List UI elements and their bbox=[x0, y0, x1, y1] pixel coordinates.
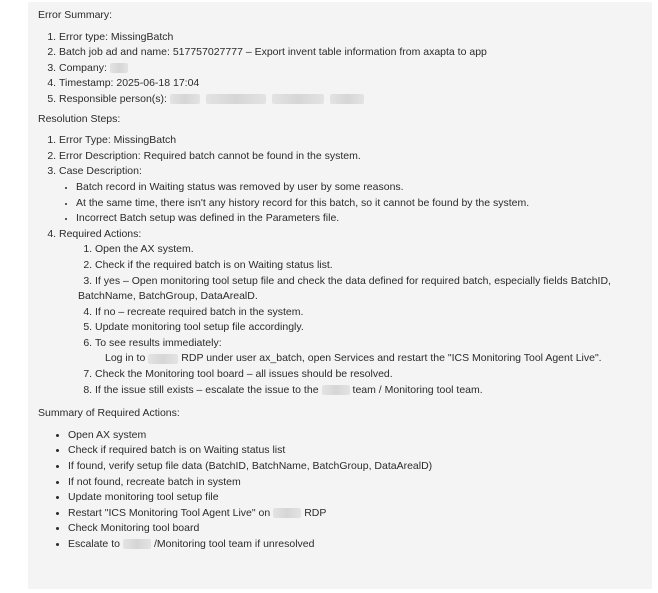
redacted-person-1 bbox=[170, 94, 200, 104]
list-item bbox=[95, 383, 652, 399]
summary-item-text: Check Monitoring tool board bbox=[68, 522, 200, 535]
step6-pre-text: Log in to bbox=[105, 352, 146, 365]
error-summary-heading: Error Summary: bbox=[38, 9, 113, 21]
list-item bbox=[59, 227, 652, 399]
step8-pre-text: If the issue still exists – escalate the issue to the bbox=[95, 383, 319, 396]
list-item bbox=[68, 475, 652, 491]
step-text: Open the AX system. bbox=[95, 243, 194, 256]
redacted-team bbox=[123, 539, 151, 549]
list-item bbox=[76, 196, 652, 212]
timestamp-text: Timestamp: 2025-06-18 17:04 bbox=[59, 77, 200, 90]
company-text: Company: bbox=[59, 61, 107, 74]
required-actions-list bbox=[59, 242, 652, 289]
resolution-heading: Resolution Steps: bbox=[38, 112, 121, 125]
step-text: Check the Monitoring tool board – all issues should be resolved. bbox=[95, 368, 393, 381]
list-item bbox=[68, 506, 652, 522]
summary-actions-list bbox=[38, 428, 652, 553]
redacted-server bbox=[273, 508, 301, 518]
redacted-server bbox=[148, 354, 178, 364]
step-text: Update monitoring tool setup file accordingly. bbox=[95, 321, 304, 334]
summary-item-text: Check if required batch is on Waiting status list bbox=[68, 444, 286, 457]
list-item bbox=[76, 211, 652, 227]
error-type-text: Error Type: MissingBatch bbox=[59, 134, 177, 147]
list-item bbox=[68, 521, 652, 537]
list-item bbox=[95, 305, 652, 321]
redacted-team bbox=[322, 385, 350, 395]
summary-item-text: /Monitoring tool team if unresolved bbox=[153, 538, 315, 550]
case-description-list bbox=[59, 180, 652, 227]
list-item bbox=[59, 133, 652, 149]
response-panel bbox=[28, 2, 652, 589]
list-item bbox=[95, 258, 652, 274]
list-item bbox=[59, 76, 652, 92]
step6-post-text: RDP under user ax_batch, open Services and restart the "ICS Monitoring Tool Agent Live". bbox=[181, 352, 602, 365]
step6-detail bbox=[95, 351, 652, 367]
list-item bbox=[59, 149, 652, 165]
redacted-person-2 bbox=[206, 94, 266, 104]
step-text: Check if the required batch is on Waiting status list. bbox=[95, 258, 333, 271]
case-bullet-text: Batch record in Waiting status was removed by user by some reasons. bbox=[76, 180, 404, 193]
step-text: If no – recreate required batch in the system. bbox=[95, 305, 304, 318]
list-item bbox=[68, 490, 652, 506]
error-summary-list bbox=[38, 30, 652, 108]
summary-item-text: If not found, recreate batch in system bbox=[68, 475, 241, 488]
case-description-label: Case Description: bbox=[59, 165, 142, 178]
required-actions-label: Required Actions: bbox=[59, 227, 142, 240]
required-actions-list-cont bbox=[59, 305, 652, 399]
list-item bbox=[95, 242, 652, 258]
summary-item-text: Escalate to bbox=[68, 538, 120, 550]
error-description-text: Error Description: Required batch cannot be found in the system. bbox=[59, 149, 361, 162]
summary-item-text: RDP bbox=[304, 506, 327, 519]
step3-continuation: BatchName, BatchGroup, DataArealD. bbox=[78, 290, 258, 303]
list-item bbox=[76, 180, 652, 196]
batch-job-text: Batch job ad and name: 517757027777 – Export invent table information from axapta to app bbox=[59, 46, 487, 59]
error-type-text: Error type: MissingBatch bbox=[59, 30, 174, 43]
list-item bbox=[68, 537, 652, 553]
list-item bbox=[59, 92, 652, 108]
step8-post-text: team / Monitoring tool team. bbox=[352, 383, 483, 396]
summary-item-text: Restart "ICS Monitoring Tool Agent Live" on bbox=[68, 506, 271, 519]
redacted-company bbox=[110, 63, 128, 73]
case-bullet-text: Incorrect Batch setup was defined in the Parameters file. bbox=[76, 212, 340, 225]
summary-item-text: If found, verify setup file data (BatchID, BatchName, BatchGroup, DataArealD) bbox=[68, 460, 433, 473]
list-item bbox=[95, 320, 652, 336]
list-item bbox=[59, 164, 652, 226]
list-item bbox=[59, 45, 652, 61]
step-text: If yes – Open monitoring tool setup file and check the data defined for required batch, especially fields BatchID, bbox=[95, 274, 611, 287]
list-item bbox=[59, 30, 652, 46]
case-bullet-text: At the same time, there isn't any history record for this batch, so it cannot be found by the system. bbox=[76, 196, 530, 209]
list-item bbox=[59, 61, 652, 77]
responsible-text: Responsible person(s): bbox=[59, 92, 167, 105]
list-item bbox=[95, 367, 652, 383]
step-text: To see results immediately: bbox=[95, 336, 222, 349]
list-item bbox=[68, 443, 652, 459]
summary-item-text: Update monitoring tool setup file bbox=[68, 491, 219, 504]
list-item bbox=[95, 336, 652, 367]
redacted-person-3 bbox=[272, 94, 324, 104]
list-item bbox=[95, 274, 652, 290]
list-item bbox=[68, 459, 652, 475]
summary-actions-heading: Summary of Required Actions: bbox=[38, 407, 180, 420]
redacted-person-4 bbox=[330, 94, 364, 104]
summary-item-text: Open AX system bbox=[68, 428, 147, 441]
list-item bbox=[68, 428, 652, 444]
resolution-list bbox=[38, 133, 652, 398]
